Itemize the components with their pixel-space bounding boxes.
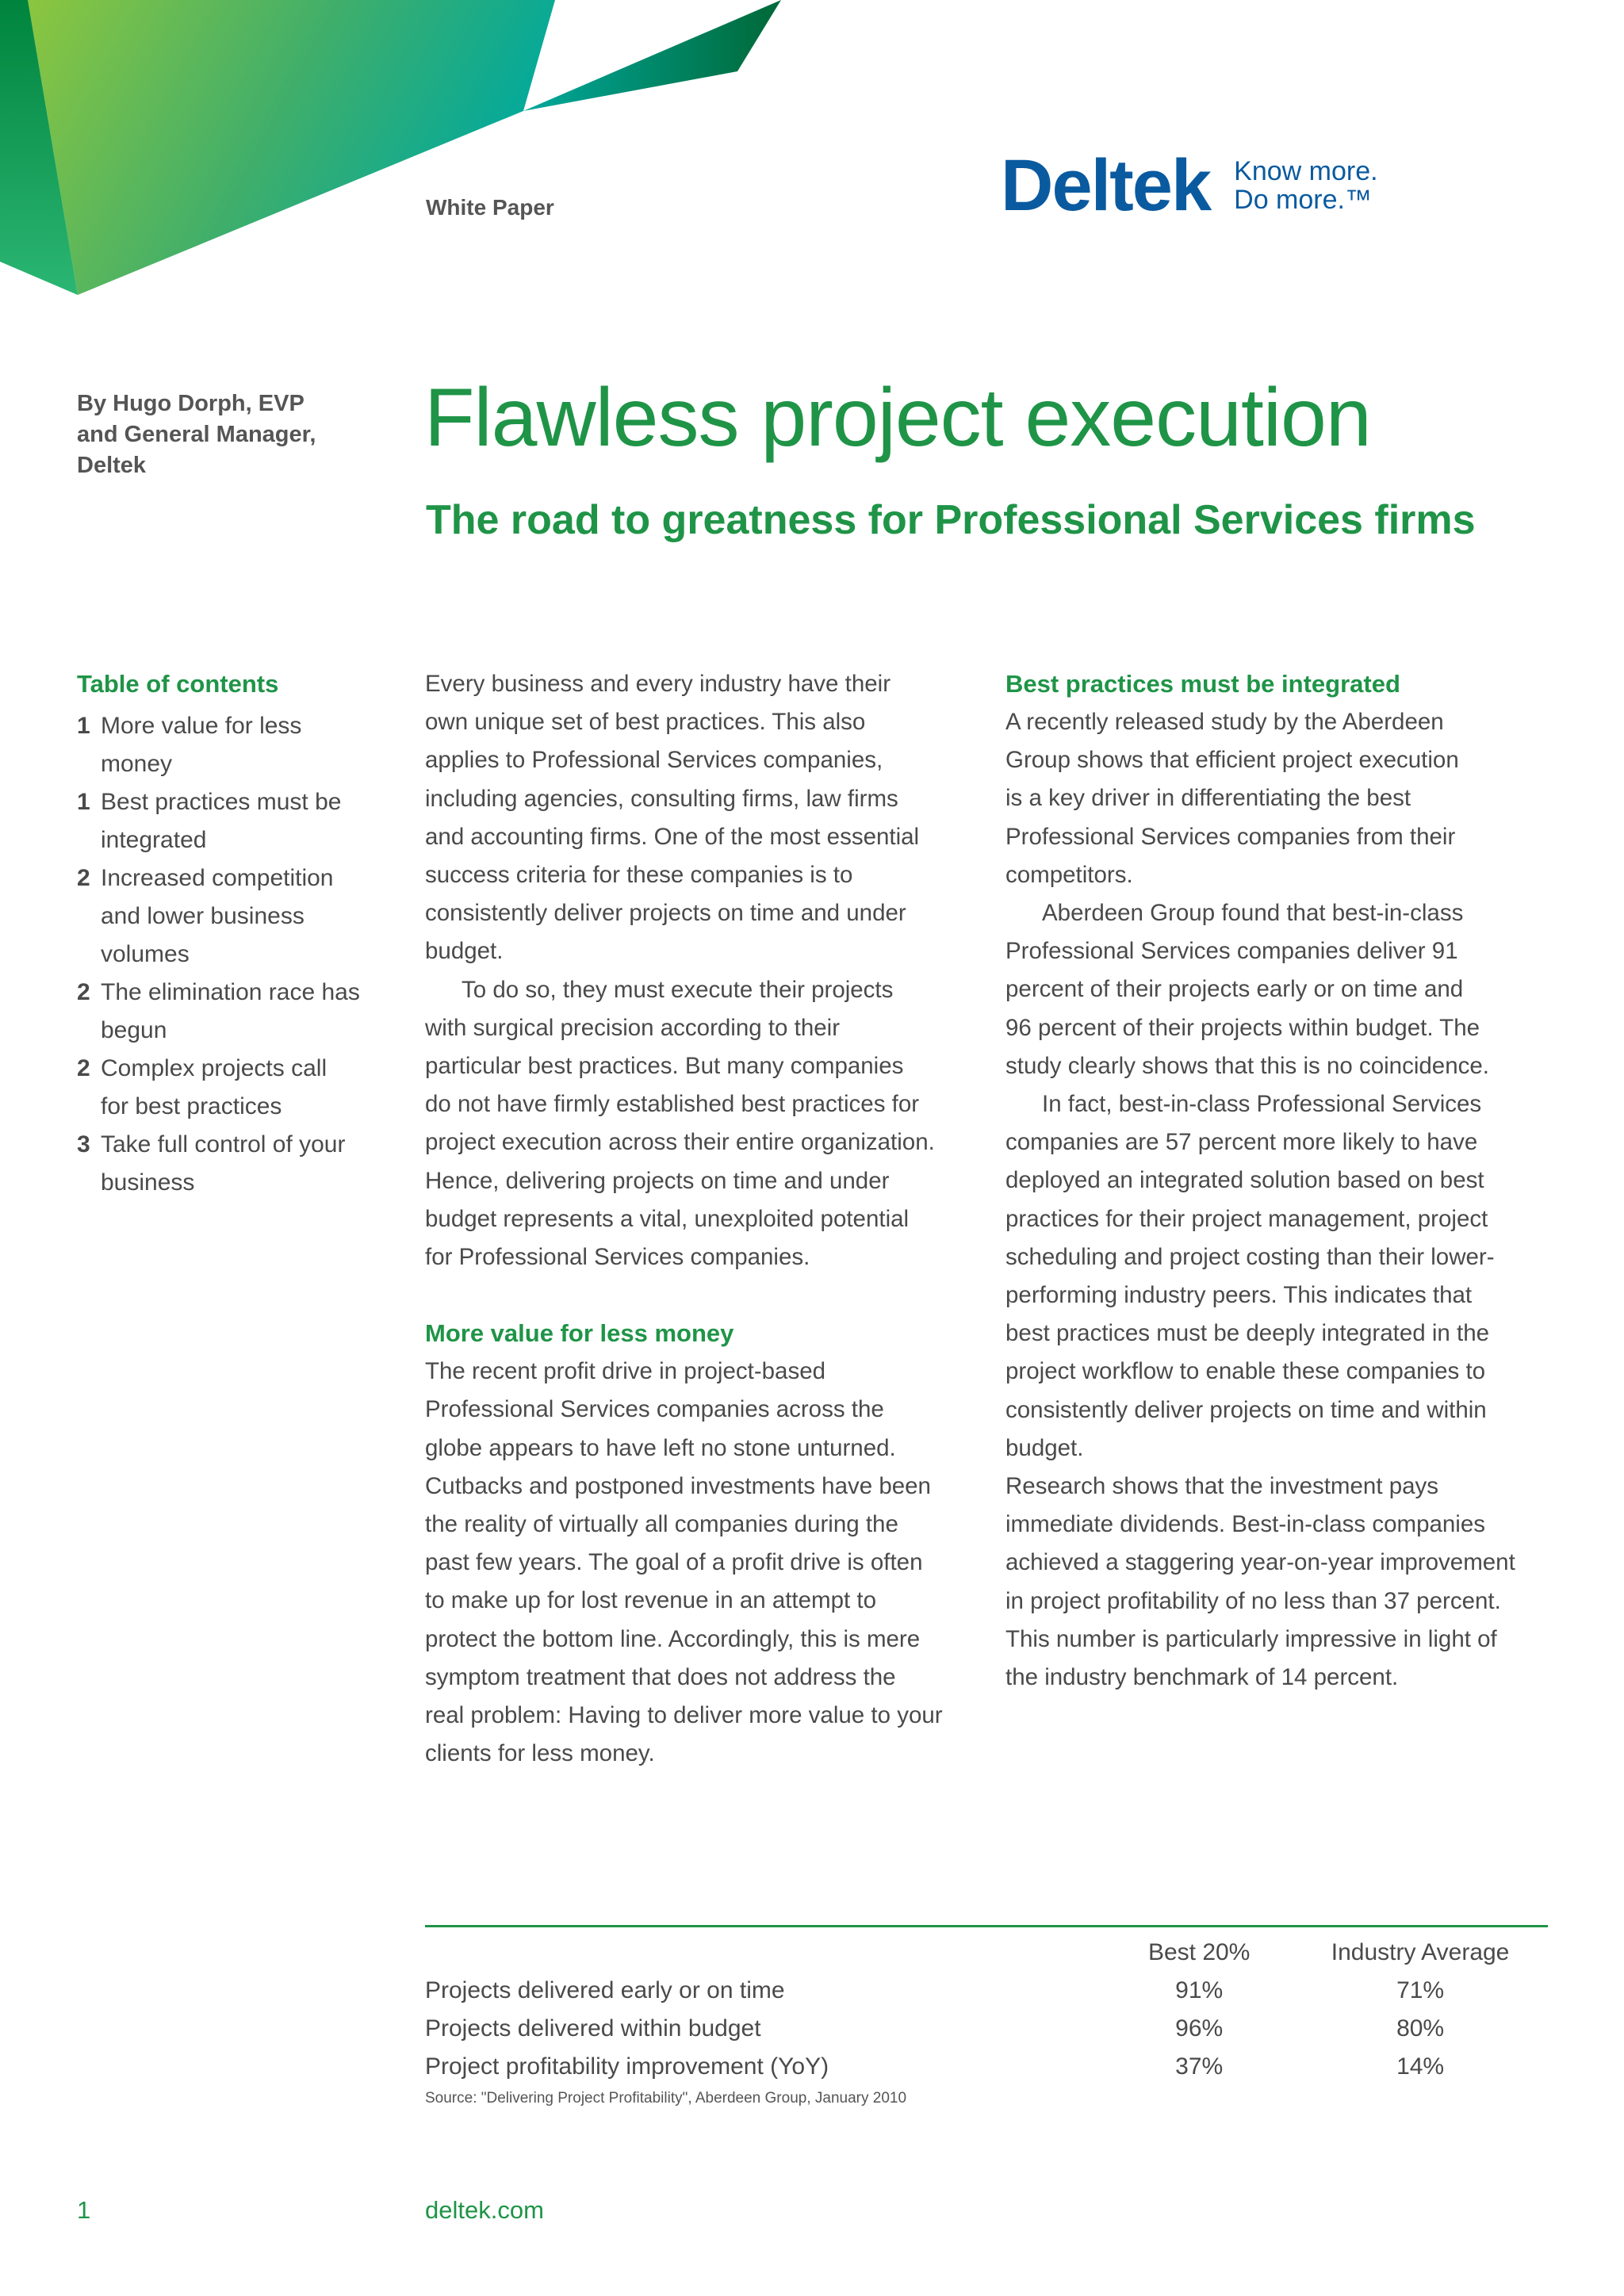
section-heading-more-value: More value for less money [425,1319,734,1348]
paragraph-line: to make up for lost revenue in an attempt to [425,1587,877,1614]
toc-item-label: Best practices must be integrated [101,789,342,853]
toc-item[interactable] [77,1126,378,1202]
paragraph [1005,1468,1561,1697]
row-average-value: 80% [1396,2015,1445,2042]
paragraph-line: real problem: Having to deliver more value to your [425,1702,943,1729]
paragraph-line: scheduling and project costing than their lower- [1005,1243,1495,1270]
row-label: Projects delivered early or on time [425,1977,785,2003]
paragraph-line: achieved a staggering year-on-year improvement [1005,1549,1515,1576]
paragraph-line: protect the bottom line. Accordingly, this is mere [425,1625,921,1652]
toc-page-number: 1 [77,789,90,815]
paragraph-line: globe appears to have left no stone unturned. [425,1434,896,1461]
toc-item-label: The elimination race has begun [101,979,360,1043]
row-average-value: 14% [1396,2053,1445,2080]
paragraph-line: best practices must be deeply integrated in the [1005,1320,1490,1347]
paragraph [1005,703,1561,894]
paragraph-line: The recent profit drive in project-based [425,1358,826,1385]
toc-item[interactable] [77,1050,378,1126]
paragraph-line: Every business and every industry have their [425,671,891,697]
row-average-value: 71% [1396,1977,1445,2003]
logo-tagline-line2: Do more.™ [1234,185,1372,215]
paragraph-line: symptom treatment that does not address the [425,1663,896,1690]
paragraph-line: do not have firmly established best practices for [425,1091,920,1118]
document-type-label: White Paper [426,195,554,220]
logo-tagline [1234,157,1377,214]
table-header-average: Industry Average [1331,1939,1510,1965]
paragraph-line: is a key driver in differentiating the best [1005,785,1411,812]
page-subtitle: The road to greatness for Professional Services firms [426,497,1476,543]
paragraph-line: immediate dividends. Best-in-class companies [1005,1511,1486,1538]
stats-table [425,1925,1548,2086]
paragraph-line: and accounting firms. One of the most essential [425,823,920,850]
table-header-label [425,1934,1105,1972]
toc-heading: Table of contents [77,670,279,698]
paragraph-line: budget. [425,938,504,965]
logo-wordmark: Deltek [1001,145,1211,226]
paragraph-line: Research shows that the investment pays [1005,1473,1439,1500]
table-source-note: Source: "Delivering Project Profitability", Aberdeen Group, January 2010 [425,2090,907,2107]
paragraph [425,665,980,971]
paragraph-line: companies are 57 percent more likely to have [1005,1129,1478,1156]
toc-item[interactable] [77,783,378,859]
toc-item-label: Increased competition and lower business volumes [101,865,334,967]
paragraph-line: clients for less money. [425,1740,655,1767]
toc-page-number: 2 [77,979,90,1005]
header-art-dark-shard [523,0,781,111]
table-row [425,1972,1548,2010]
paragraph-line: This number is particularly impressive in light of [1005,1625,1497,1652]
author-line: Deltek [77,453,147,478]
page-number: 1 [77,2196,91,2224]
row-best-value: 96% [1175,2015,1224,2042]
toc-item[interactable] [77,974,378,1050]
toc-item[interactable] [77,859,378,974]
paragraph-line: in project profitability of no less than 37 percent. [1005,1587,1501,1614]
paragraph-line: success criteria for these companies is to [425,862,853,889]
paragraph-line: particular best practices. But many companies [425,1053,904,1080]
paragraph-line: with surgical precision according to their [425,1014,841,1041]
paragraph-line: for Professional Services companies. [425,1244,810,1271]
toc-item-label: More value for less money [101,713,302,777]
row-label: Projects delivered within budget [425,2015,761,2042]
author-byline [77,388,362,481]
paragraph-line: budget. [1005,1434,1084,1461]
body-column-left [425,665,980,1773]
paragraph-line: own unique set of best practices. This also [425,709,866,736]
author-line: By Hugo Dorph, EVP [77,391,304,416]
row-label: Project profitability improvement (YoY) [425,2053,829,2080]
paragraph-line: past few years. The goal of a profit drive is often [425,1549,923,1576]
paragraph-line: project workflow to enable these companies to [1005,1358,1486,1385]
paragraph-line: budget represents a vital, unexploited potential [425,1205,910,1232]
page-title: Flawless project execution [424,372,1371,464]
paragraph-line: In fact, best-in-class Professional Services [1042,1091,1482,1118]
paragraph [1005,894,1561,1085]
paragraph-line: consistently deliver projects on time and under [425,900,906,927]
author-line: and General Manager, [77,422,316,447]
paragraph [1005,1085,1561,1468]
paragraph-line: 96 percent of their projects within budget. The [1005,1014,1480,1041]
footer-link[interactable]: deltek.com [425,2196,544,2224]
toc-page-number: 2 [77,865,90,891]
paragraph [425,971,980,1277]
row-best-value: 37% [1175,2053,1224,2080]
section-heading-best-practices: Best practices must be integrated [1005,670,1400,698]
body-column-right [1005,665,1561,1697]
table-of-contents [77,666,378,1202]
paragraph-line: Aberdeen Group found that best-in-class [1042,900,1464,927]
paragraph-line: the reality of virtually all companies during the [425,1511,898,1538]
paragraph-line: applies to Professional Services companies, [425,747,883,774]
toc-page-number: 3 [77,1131,90,1158]
paragraph-line: competitors. [1005,861,1133,888]
paragraph-line: percent of their projects early or on time and [1005,976,1464,1003]
paragraph-line: Professional Services companies across the [425,1396,884,1423]
row-best-value: 91% [1175,1977,1224,2003]
paragraph-line: performing industry peers. This indicates that [1005,1282,1473,1309]
paragraph-line: A recently released study by the Aberdeen [1005,709,1444,735]
paragraph-line: including agencies, consulting firms, law firms [425,785,898,812]
toc-item-label: Complex projects call for best practices [101,1055,327,1119]
paragraph-line: study clearly shows that this is no coincidence. [1005,1052,1489,1079]
stats-table-grid [425,1934,1548,2086]
paragraph-line: the industry benchmark of 14 percent. [1005,1664,1399,1691]
table-row [425,2048,1548,2086]
header-art [0,0,793,301]
toc-item[interactable] [77,707,378,783]
logo-tagline-line1: Know more. [1234,156,1378,186]
paragraph-line: Professional Services companies deliver 91 [1005,938,1458,965]
paragraph-line: Hence, delivering projects on time and under [425,1167,890,1194]
paragraph-line: To do so, they must execute their projects [462,976,894,1003]
toc-page-number: 2 [77,1055,90,1081]
paragraph-line: practices for their project management, project [1005,1205,1488,1232]
table-header-row [425,1934,1548,1972]
paragraph-line: Professional Services companies from their [1005,823,1456,850]
paragraph-line: consistently deliver projects on time and within [1005,1396,1487,1423]
table-row [425,2010,1548,2048]
paragraph-line: project execution across their entire organization. [425,1129,935,1156]
paragraph [425,1353,980,1773]
header-art-main-shard [28,0,555,295]
toc-page-number: 1 [77,713,90,739]
deltek-logo [1001,145,1378,226]
toc-item-label: Take full control of your business [101,1131,346,1196]
paragraph-line: deployed an integrated solution based on best [1005,1167,1484,1194]
table-header-best: Best 20% [1147,1939,1251,1965]
table-top-rule [425,1925,1548,1927]
paragraph-line: Cutbacks and postponed investments have been [425,1472,931,1499]
paragraph-line: Group shows that efficient project execution [1005,747,1459,774]
